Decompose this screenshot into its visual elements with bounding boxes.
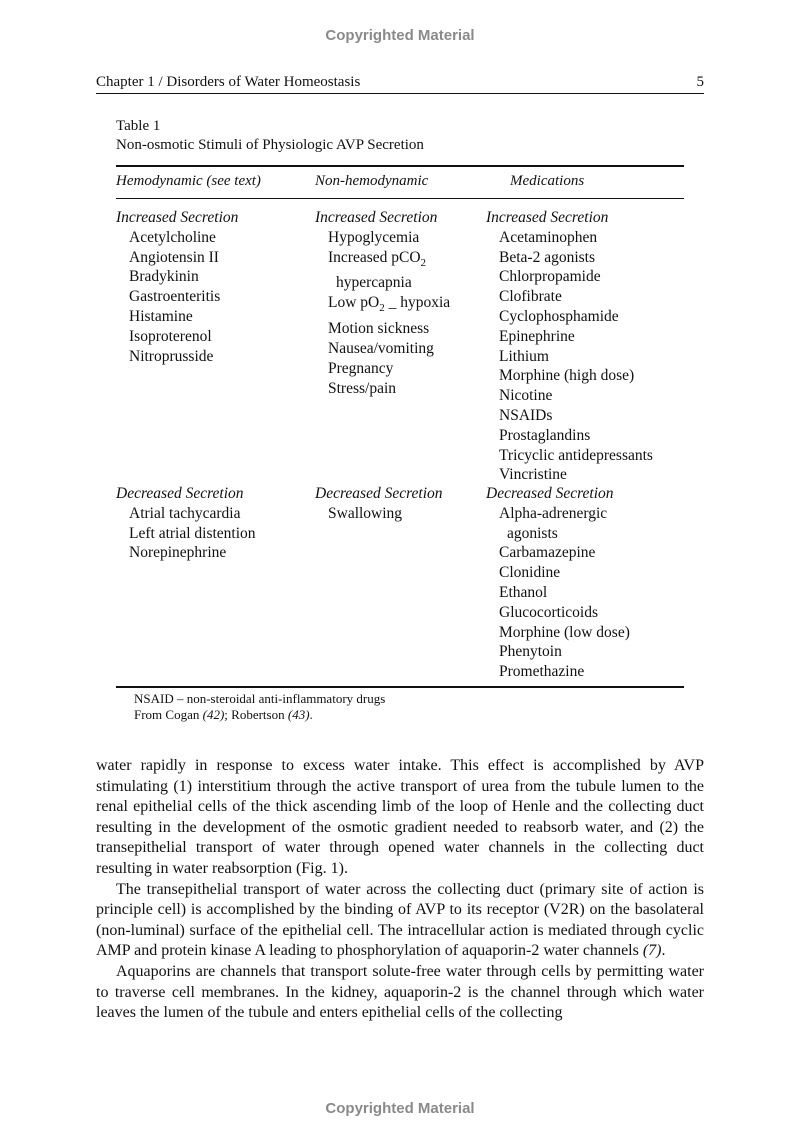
table-title: Non-osmotic Stimuli of Physiologic AVP Secretion — [116, 137, 424, 153]
table-header-rule — [116, 198, 684, 199]
list-item: Promethazine — [499, 663, 585, 681]
list-item: Prostaglandins — [499, 426, 591, 444]
subscript: 2 — [379, 302, 385, 315]
table-footnotes — [134, 691, 385, 723]
list-item: Swallowing — [328, 504, 403, 522]
section-label: Increased Secretion — [315, 209, 438, 226]
section-label: Decreased Secretion — [315, 485, 443, 502]
body-text — [96, 756, 704, 1024]
hemodynamic-decreased-group — [116, 484, 256, 563]
list-item: Norepinephrine — [129, 544, 227, 562]
list-item: Epinephrine — [499, 327, 575, 345]
list-item: Acetaminophen — [499, 228, 598, 246]
table-label: Table 1 — [116, 118, 161, 134]
list-item: Acetylcholine — [129, 228, 216, 246]
list-item: Nitroprusside — [129, 347, 214, 365]
chapter-title: Disorders of Water Homeostasis — [166, 74, 361, 90]
section-label: Increased Secretion — [486, 209, 609, 226]
section-label: Decreased Secretion — [116, 485, 244, 502]
column-header-hemodynamic: Hemodynamic (see text) — [116, 173, 261, 189]
list-item: Histamine — [129, 307, 193, 325]
list-item: Left atrial distention — [129, 524, 256, 542]
paragraph: water rapidly in response to excess water intake. This effect is accomplished by AVP stimulating (1) interstitium through the active transport of urea from the tubule lumen to the renal epithelial cells of the thick ascending limb of the loop of Henle and the collecting duct resulting in the development of the osmotic gradient needed to reabsorb water, and (2) the transepithelial transport of water through opened water channels in the collecting duct resulting in water reabsorption (Fig. 1). — [96, 757, 704, 877]
table-bottom-rule — [116, 686, 684, 688]
footnote-abbreviation: NSAID – non-steroidal anti-inflammatory drugs — [134, 691, 386, 706]
medications-decreased-group — [486, 484, 630, 682]
list-item: Morphine (high dose) — [499, 367, 635, 385]
footnote-text: . — [309, 707, 313, 722]
copyright-watermark-bottom: Copyrighted Material — [325, 1100, 475, 1117]
list-item: Motion sickness — [328, 320, 430, 338]
list-item: Nausea/vomiting — [328, 339, 434, 357]
list-item: Bradykinin — [129, 268, 199, 286]
list-item: Isoproterenol — [129, 327, 212, 345]
list-item: Beta-2 agonists — [499, 248, 595, 266]
running-head — [96, 73, 704, 94]
column-header-medications: Medications — [510, 173, 585, 189]
list-item: Clofibrate — [499, 288, 562, 306]
footnote-source — [134, 707, 385, 723]
chapter-label: Chapter 1 / — [96, 74, 163, 90]
item-text: Low pO — [328, 294, 380, 312]
paragraph: Aquaporins are channels that transport solute-free water through cells by permitting water to traverse cell membranes. In the kidney, aquaporin-2 is the channel through which water leaves the lumen of the tubule and enters epithelial cells of the collecting — [96, 962, 704, 1022]
non-hemodynamic-increased-group — [315, 208, 450, 398]
paragraph — [96, 880, 704, 962]
list-item: Chlorpropamide — [499, 268, 601, 286]
paragraph-text: The transepithelial transport of water across the collecting duct (primary site of action is principle cell) is accomplished by the binding of AVP to its receptor (V2R) on the basolateral (non-luminal) surface of the epithelial cell. The intracellular action is mediated through cyclic AMP and protein kinase A leading to phosphorylation of aquaporin-2 water channels — [96, 880, 704, 960]
copyright-watermark-top: Copyrighted Material — [325, 27, 475, 44]
list-item: Hypoglycemia — [328, 228, 420, 246]
list-item — [315, 248, 450, 274]
list-item: Phenytoin — [499, 643, 562, 661]
item-text: _ hypoxia — [384, 294, 451, 312]
list-item: Carbamazepine — [499, 544, 596, 562]
medications-increased-group — [486, 208, 653, 485]
list-item: Alpha-adrenergic — [499, 504, 608, 522]
list-item: Tricyclic antidepressants — [499, 446, 653, 464]
list-item: NSAIDs — [499, 406, 553, 424]
paragraph-text: . — [661, 942, 666, 960]
list-item-continuation: agonists — [507, 524, 558, 542]
list-item: Stress/pain — [328, 379, 397, 397]
list-item: Vincristine — [499, 466, 567, 484]
column-header-non-hemodynamic: Non-hemodynamic — [315, 173, 429, 189]
list-item: Morphine (low dose) — [499, 623, 630, 641]
section-label: Decreased Secretion — [486, 485, 614, 502]
chapter-heading — [96, 74, 360, 91]
list-item: Lithium — [499, 347, 549, 365]
list-item: Gastroenteritis — [129, 288, 221, 306]
list-item: Cyclophosphamide — [499, 307, 619, 325]
item-text: Increased pCO — [328, 248, 421, 266]
list-item — [315, 293, 450, 319]
hemodynamic-increased-group — [116, 208, 238, 366]
footnote-text: From Cogan — [134, 707, 203, 722]
list-item: Atrial tachycardia — [129, 504, 241, 522]
list-item: Glucocorticoids — [499, 603, 599, 621]
table-top-rule — [116, 165, 684, 167]
citation-ref: (7) — [642, 942, 662, 960]
section-label: Increased Secretion — [116, 209, 239, 226]
citation-ref: (43) — [287, 707, 310, 722]
list-item: Ethanol — [499, 583, 548, 601]
list-item-continuation: hypercapnia — [336, 274, 412, 292]
list-item: Angiotensin II — [129, 248, 219, 266]
non-hemodynamic-decreased-group — [315, 484, 443, 524]
list-item: Clonidine — [499, 564, 561, 582]
list-item: Nicotine — [499, 387, 553, 405]
page-number: 5 — [696, 74, 704, 90]
list-item: Pregnancy — [328, 359, 394, 377]
footnote-text: ; Robertson — [224, 707, 288, 722]
subscript: 2 — [420, 256, 427, 269]
citation-ref: (42) — [202, 707, 225, 722]
